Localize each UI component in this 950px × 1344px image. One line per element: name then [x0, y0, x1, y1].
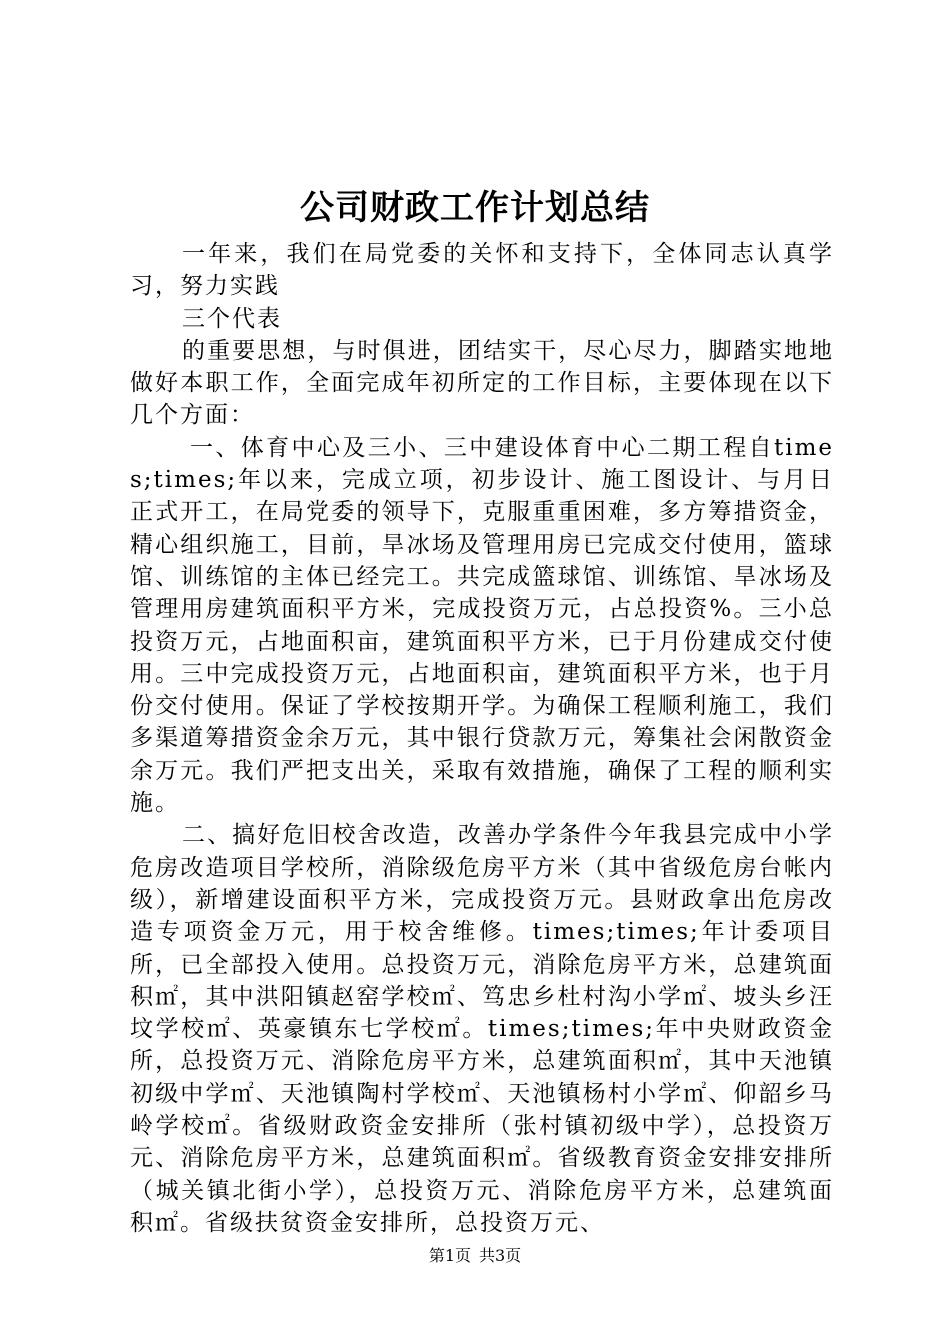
paragraph-section-two: 二、搞好危旧校舍改造，改善办学条件今年我县完成中小学危房改造项目学校所，消除级危房平方米（其中省级危房台帐内级），新增建设面积平方米，完成投资万元。县财政拿出危房改造专项资金万元，用于校舍维修。times;times;年计委项目所，已全部投入使用。总投资万元，消除危房平方米，总建筑面积㎡，其中洪阳镇赵窑学校㎡、笃忠乡杜村沟小学㎡、坡头乡汪坟学校㎡、英豪镇东七学校㎡。times;times;年中央财政资金所，总投资万元、消除危房平方米，总建筑面积㎡，其中天池镇初级中学㎡、天池镇陶村学校㎡、天池镇杨村小学㎡、仰韶乡马岭学校㎡。省级财政资金安排所（张村镇初级中学），总投资万元、消除危房平方米，总建筑面积㎡。省级教育资金安排安排所（城关镇北街小学），总投资万元、消除危房平方米，总建筑面积㎡。省级扶贫资金安排所，总投资万元、 — [130, 822, 834, 1236]
document-body — [130, 238, 834, 1239]
paragraph-overview: 的重要思想，与时俱进，团结实干，尽心尽力，脚踏实地地做好本职工作，全面完成年初所定的工作目标，主要体现在以下几个方面： — [130, 337, 834, 429]
page-footer — [0, 1246, 950, 1266]
document-title: 公司财政工作计划总结 — [300, 188, 650, 228]
page-number: 第1页 — [428, 1246, 471, 1265]
paragraph-section-one: 一、体育中心及三小、三中建设体育中心二期工程自times;times;年以来，完成立项，初步设计、施工图设计、与月日正式开工，在局党委的领导下，克服重重困难，多方筹措资金，精心组织施工，目前，旱冰场及管理用房已完成交付使用，篮球馆、训练馆的主体已经完工。共完成篮球馆、训练馆、旱冰场及管理用房建筑面积平方米，完成投资万元，占总投资%。三小总投资万元，占地面积亩，建筑面积平方米，已于月份建成交付使用。三中完成投资万元，占地面积亩，建筑面积平方米，也于月份交付使用。保证了学校按期开学。为确保工程顺利施工，我们多渠道筹措资金余万元，其中银行贷款万元，筹集社会闲散资金余万元。我们严把支出关，采取有效措施，确保了工程的顺利实施。 — [130, 434, 834, 817]
paragraph-three-represents: 三个代表 — [182, 305, 282, 332]
paragraph-intro: 一年来，我们在局党委的关怀和支持下，全体同志认真学习，努力实践 — [130, 241, 834, 300]
page-total: 共3页 — [479, 1246, 522, 1265]
